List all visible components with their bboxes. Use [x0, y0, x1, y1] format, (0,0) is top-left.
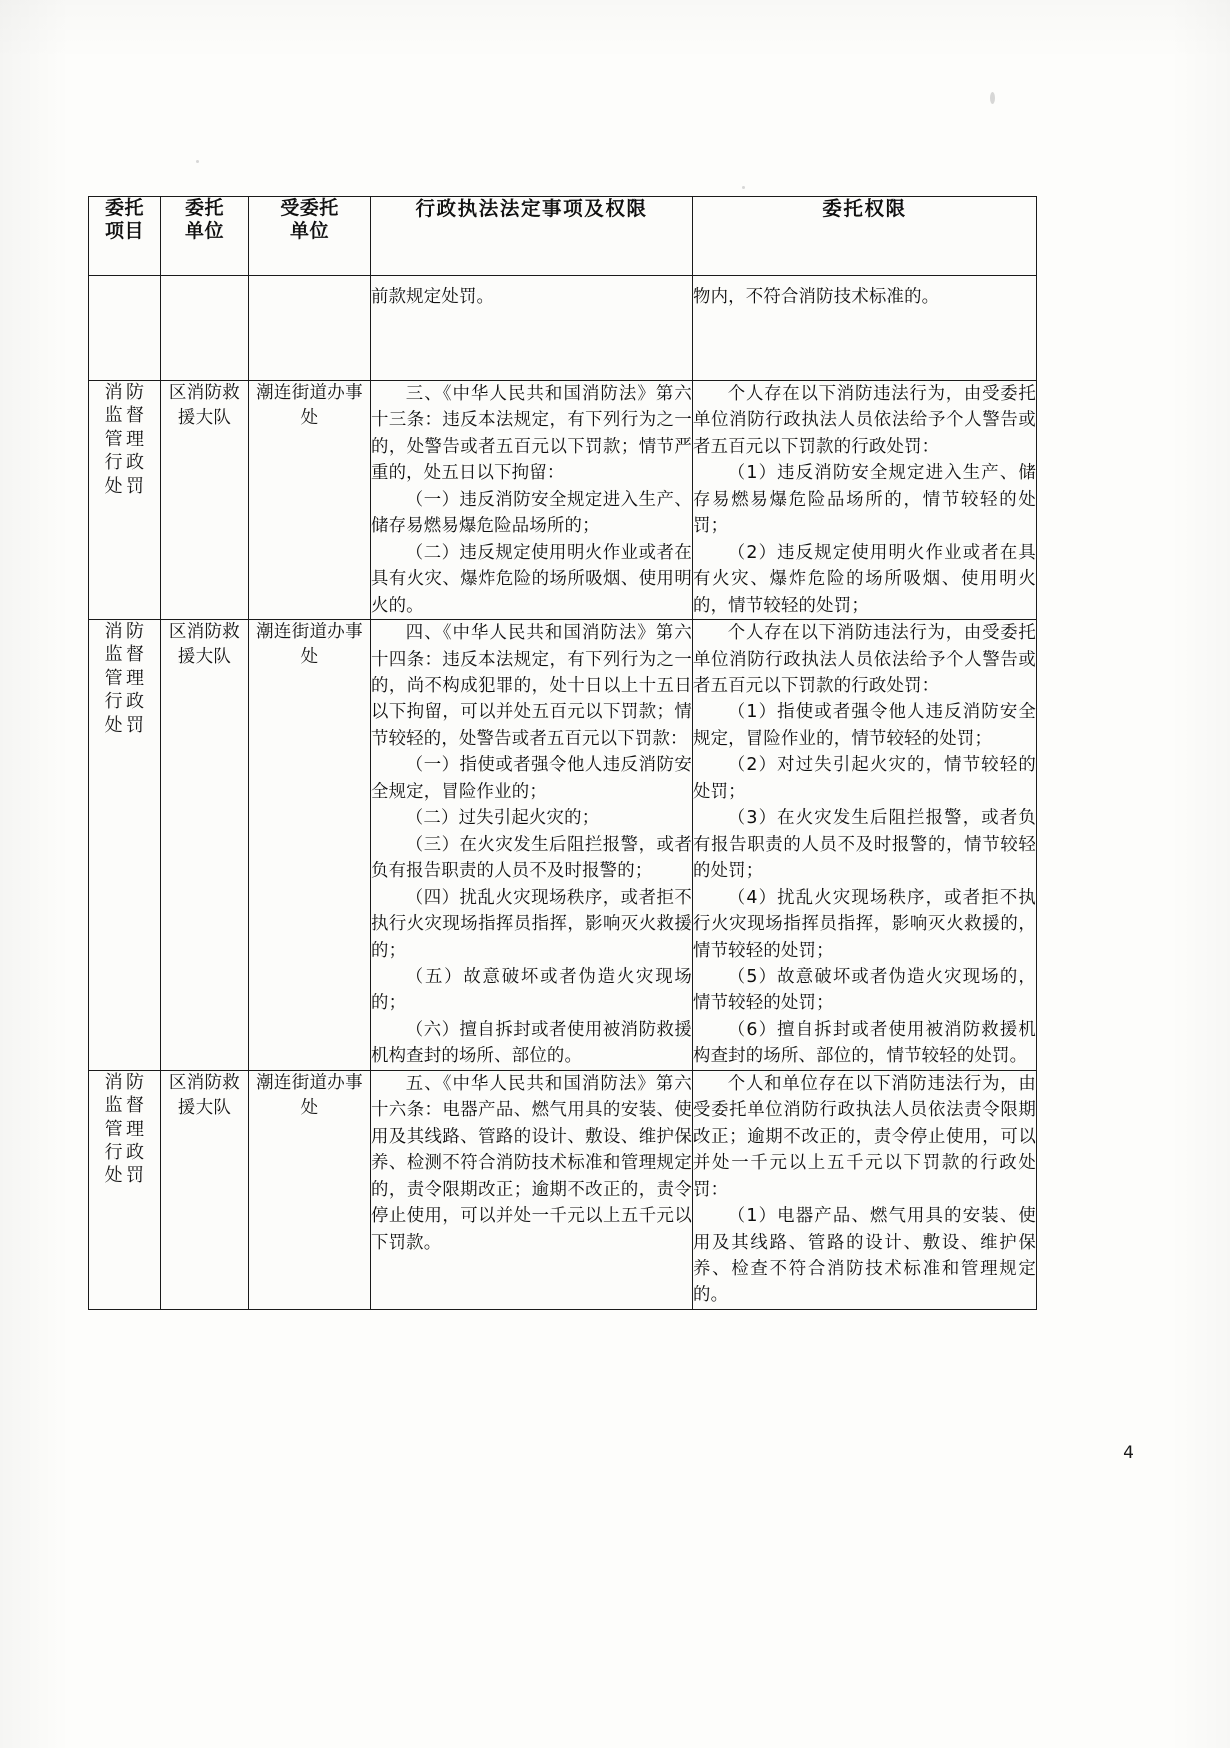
- legal-matters-paragraph: 前款规定处罚。: [371, 287, 495, 307]
- scan-speck: [990, 92, 995, 104]
- scan-speck: [196, 160, 199, 163]
- header-entrusted-unit: [249, 197, 371, 276]
- legal-matters-paragraph: 五、《中华人民共和国消防法》第六十六条：电器产品、燃气用具的安装、使用及其线路、管路的设计、敷设、维护保养、检测不符合消防技术标准和管理规定的，责令限期改正；逾期不改正的，责令停止使用，可以并处一千元以上五千元以下罚款。: [371, 1073, 692, 1253]
- cell-delegated-authority: [693, 381, 1037, 620]
- delegated-item-vertical-stack: [89, 620, 160, 737]
- cell-delegated-item: [89, 381, 161, 620]
- cell-entrusted-unit: 潮连街道办事处: [249, 1070, 371, 1309]
- delegated-item-vertical-stack: [89, 1071, 160, 1188]
- cell-delegated-authority: [693, 1070, 1037, 1309]
- legal-matters-paragraph: 四、《中华人民共和国消防法》第六十四条：违反本法规定，有下列行为之一的，尚不构成犯罪的，处十日以上十五日以下拘留，可以并处五百元以下罚款；情节较轻的，处警告或者五百元以下罚款：: [371, 623, 692, 749]
- authority-paragraph: 个人存在以下消防违法行为，由受委托单位消防行政执法人员依法给予个人警告或者五百元以下罚款的行政处罚：: [693, 384, 1036, 457]
- cell-delegated-item: [89, 1070, 161, 1309]
- cell-entrusting-unit: [161, 276, 249, 381]
- delegated-item-column-a: 消 监 管 行 处: [104, 621, 123, 736]
- header-delegated-authority: 委托权限: [693, 197, 1037, 276]
- authority-paragraph: 个人和单位存在以下消防违法行为，由受委托单位消防行政执法人员依法责令限期改正；逾期不改正的，责令停止使用，可以并处一千元以上五千元以下罚款的行政处罚：: [693, 1073, 1036, 1200]
- cell-entrusted-unit: 潮连街道办事处: [249, 620, 371, 1071]
- delegated-item-column-b: 防 督 理 政 罚: [126, 1071, 145, 1187]
- legal-matters-paragraph: （二）违反规定使用明火作业或者在具有火灾、爆炸危险的场所吸烟、使用明火的。: [371, 542, 692, 616]
- page-number: 4: [1123, 1443, 1134, 1463]
- legal-matters-paragraph: （一）违反消防安全规定进入生产、储存易燃易爆危险品场所的；: [371, 489, 692, 537]
- cell-entrusted-unit: 潮连街道办事处: [249, 381, 371, 620]
- header-entrusted-unit-line-1: 受委托: [280, 197, 339, 219]
- delegated-item-column-b: 防 督 理 政 罚: [126, 382, 145, 497]
- header-entrusting-unit-line-1: 委托: [184, 197, 224, 219]
- table-body: [89, 276, 1037, 1310]
- cell-entrusting-unit: 区消防救援大队: [161, 620, 249, 1071]
- scan-speck: [742, 186, 745, 189]
- delegated-item-column-a: 消 监 管 行 处: [104, 1071, 123, 1187]
- header-legal-matters: 行政执法法定事项及权限: [371, 197, 693, 276]
- cell-entrusted-unit: [249, 276, 371, 381]
- authority-paragraph: （6）擅自拆封或者使用被消防救援机构查封的场所、部位的，情节较轻的处罚。: [693, 1019, 1036, 1067]
- authority-paragraph: 个人存在以下消防违法行为，由受委托单位消防行政执法人员依法给予个人警告或者五百元以下罚款的行政处罚：: [693, 623, 1036, 696]
- header-delegated-item-line-1: 委托: [104, 197, 144, 219]
- cell-legal-matters: [371, 381, 693, 620]
- legal-matters-paragraph: （五）故意破坏或者伪造火灾现场的；: [371, 966, 692, 1014]
- delegated-item-vertical-stack: [89, 381, 160, 498]
- cell-legal-matters: [371, 1070, 693, 1309]
- legal-matters-paragraph: （六）擅自拆封或者使用被消防救援机构查封的场所、部位的。: [371, 1019, 692, 1067]
- table-header: [89, 197, 1037, 276]
- delegated-item-column-a: 消 监 管 行 处: [104, 382, 123, 497]
- table-row: [89, 620, 1037, 1071]
- legal-matters-paragraph: （一）指使或者强令他人违反消防安全规定，冒险作业的；: [371, 755, 692, 802]
- header-entrusting-unit-line-2: 单位: [184, 220, 224, 243]
- cell-legal-matters: [371, 620, 693, 1071]
- authority-paragraph: （5）故意破坏或者伪造火灾现场的，情节较轻的处罚；: [693, 966, 1036, 1014]
- authority-paragraph: （1）违反消防安全规定进入生产、储存易燃易爆危险品场所的，情节较轻的处罚；: [693, 463, 1036, 537]
- cell-delegated-item: [89, 620, 161, 1071]
- authority-paragraph: 物内，不符合消防技术标准的。: [693, 287, 940, 307]
- table-row: [89, 381, 1037, 620]
- authority-paragraph: （1）指使或者强令他人违反消防安全规定，冒险作业的，情节较轻的处罚；: [693, 702, 1036, 749]
- legal-matters-paragraph: （三）在火灾发生后阻拦报警，或者负有报告职责的人员不及时报警的；: [371, 834, 692, 882]
- header-entrusting-unit: [161, 197, 249, 276]
- legal-matters-paragraph: （四）扰乱火灾现场秩序，或者拒不执行火灾现场指挥员指挥，影响灭火救援的；: [371, 887, 692, 961]
- header-row: [89, 197, 1037, 276]
- header-delegated-item: [89, 197, 161, 276]
- authority-paragraph: （4）扰乱火灾现场秩序，或者拒不执行火灾现场指挥员指挥，影响灭火救援的，情节较轻的处罚；: [693, 887, 1036, 961]
- authority-paragraph: （2）对过失引起火灾的，情节较轻的处罚；: [693, 755, 1036, 802]
- table-row: [89, 1070, 1037, 1309]
- authority-paragraph: （3）在火灾发生后阻拦报警，或者负有报告职责的人员不及时报警的，情节较轻的处罚；: [693, 808, 1036, 882]
- legal-matters-paragraph: 三、《中华人民共和国消防法》第六十三条：违反本法规定，有下列行为之一的，处警告或者五百元以下罚款；情节严重的，处五日以下拘留：: [371, 384, 692, 484]
- cell-delegated-item: [89, 276, 161, 381]
- cell-delegated-authority: [693, 276, 1037, 381]
- authority-paragraph: （2）违反规定使用明火作业或者在具有火灾、爆炸危险的场所吸烟、使用明火的，情节较轻的处罚；: [693, 542, 1036, 616]
- cell-legal-matters: [371, 276, 693, 381]
- legal-matters-paragraph: （二）过失引起火灾的；: [405, 808, 600, 829]
- delegation-table-container: [88, 196, 1036, 1310]
- delegated-item-column-b: 防 督 理 政 罚: [126, 621, 145, 736]
- cell-entrusting-unit: 区消防救援大队: [161, 1070, 249, 1309]
- cell-entrusting-unit: 区消防救援大队: [161, 381, 249, 620]
- authority-paragraph: （1）电器产品、燃气用具的安装、使用及其线路、管路的设计、敷设、维护保养、检查不符合消防技术标准和管理规定的。: [693, 1206, 1036, 1306]
- cell-delegated-authority: [693, 620, 1037, 1071]
- header-delegated-item-line-2: 项目: [104, 220, 144, 243]
- header-entrusted-unit-line-2: 单位: [289, 220, 329, 243]
- table-row: [89, 276, 1037, 381]
- delegation-table: [88, 196, 1037, 1310]
